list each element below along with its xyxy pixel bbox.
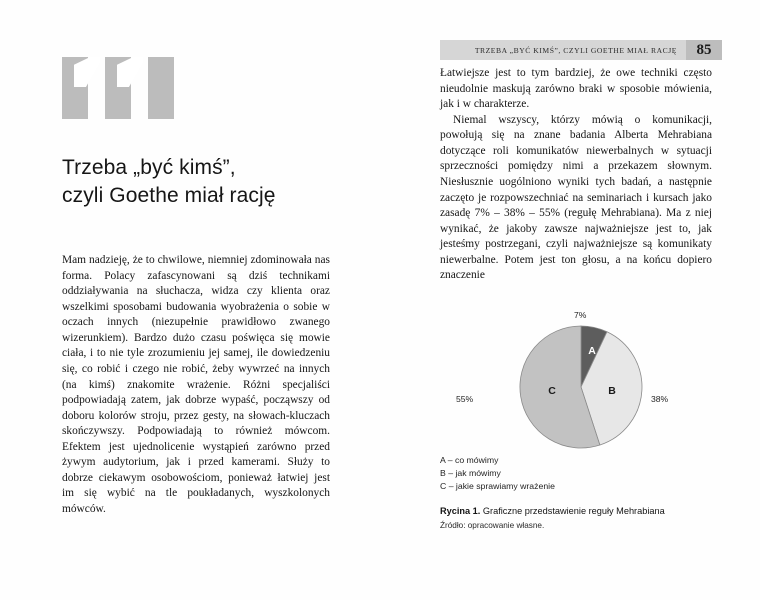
- paragraph: Łatwiejsze jest to tym bardziej, że owe techniki często nieudolnie maskują zarówno braki w sposobie mówienia, jak i w charakterze.: [440, 67, 712, 111]
- figure-caption-source: Źródło: opracowanie własne.: [440, 521, 545, 531]
- left-column-text: [62, 253, 330, 518]
- figure-mehrabian-pie: [438, 310, 724, 532]
- pie-slice-label-c: C: [548, 385, 556, 397]
- pie-chart-svg: [506, 324, 656, 450]
- chapter-title-line-1: Trzeba „być kimś”,: [62, 156, 236, 180]
- chapter-digit-block: [148, 57, 174, 119]
- pie-legend: [440, 454, 724, 493]
- legend-item-a: A – co mówimy: [440, 455, 499, 465]
- running-head-title: TRZEBA „BYĆ KIMŚ”, CZYLI GOETHE MIAŁ RACJĘ: [474, 45, 677, 55]
- legend-item-c: C – jakie sprawiamy wrażenie: [440, 481, 555, 492]
- pie-value-label-b: 38%: [651, 394, 669, 404]
- right-column-text: [440, 66, 712, 284]
- pie-value-label-c: 55%: [456, 394, 474, 404]
- pie-slice-label-a: A: [588, 345, 596, 357]
- figure-caption-label: Rycina 1.: [440, 506, 481, 517]
- chapter-title-line-2: czyli Goethe miał rację: [62, 183, 276, 207]
- paragraph: Mam nadzieję, że to chwilowe, niemniej zdominowała nas forma. Polacy zafascynowani są dziś technikami oddziaływania na słuchacza, widza czy klienta oraz wszelkimi sposobami budowania wyobrażenia o sobie w oczach innych (niezupełnie prawidłowo zwanego wizerunkiem). Bardzo dużo czasu poświęca się mowie ciała, i to nie tyle zrozumieniu jej samej, ile dowiedzeniu się, co robić i czego nie robić, żeby wywrzeć na innych (na kimś) znakomite wrażenie. Różni specjaliści podpowiadają zatem, jak dobrze wypaść, począwszy od doboru kolorów stroju, przez gesty, na słowach-kluczach skończywszy. Podpowiadają to również mówcom. Efektem jest ujednolicenie wystąpień zarówno przed żywym audytorium, jak i przed kamerami. Służy to dobrze ciekawym osobowościom, ponieważ łatwiej jest im się wybić na tle poukładanych, wyszkolonych mówców.: [62, 254, 330, 515]
- pie-chart: [438, 310, 724, 450]
- chapter-title: [62, 154, 362, 210]
- legend-item-b: B – jak mówimy: [440, 468, 501, 479]
- pie-value-label-a: 7%: [574, 310, 587, 320]
- page-number: 85: [686, 40, 722, 60]
- chapter-number-graphic: [62, 57, 192, 119]
- pie-slice-label-b: B: [608, 385, 616, 397]
- running-head-bar: [440, 40, 722, 60]
- right-page: [380, 0, 760, 600]
- figure-caption: [440, 505, 724, 532]
- figure-caption-text: Graficzne przedstawienie reguły Mehrabiana: [480, 506, 665, 517]
- paragraph: Niemal wszyscy, którzy mówią o komunikacji, powołują się na znane badania Alberta Mehrabiana dotyczące roli komunikatów niewerbalnych w sytuacji sprzeczności pomiędzy nimi a przekazem słownym. Niesłusznie uogólniono wyniki tych badań, a następnie zaczęto je rozpowszechniać na seminariach i kursach jako zasadę 7% – 38% – 55% (regułę Mehrabiana). Ma z niej wynikać, że jakoby zawsze najważniejsze jest to, jak jesteśmy postrzegani, czyli najważniejsze są komunikaty niewerbalne. Potem jest ton głosu, a na końcu dopiero znaczenie: [440, 113, 712, 282]
